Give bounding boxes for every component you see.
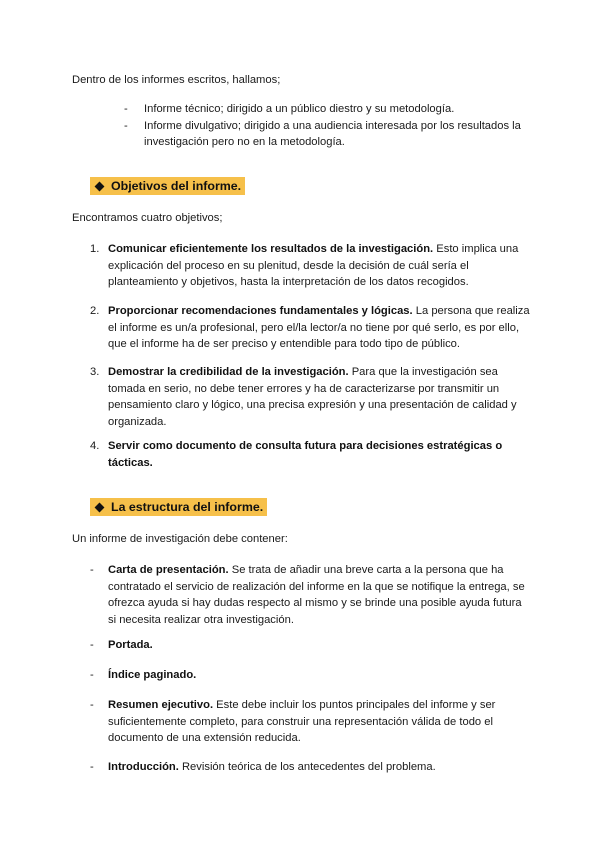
item-number: 3. (90, 366, 100, 378)
item-text: Este debe incluir los puntos principales del informe y ser suficientemente completo, para construir una representación válida de todo el documento de una extensión reducida. (108, 699, 496, 744)
item-number: 1. (90, 243, 100, 255)
section-heading-objetivos (90, 177, 245, 195)
dash-bullet: - (90, 761, 94, 773)
dash-bullet: - (90, 564, 94, 576)
dash-bullet: - (124, 103, 128, 115)
dash-bullet: - (124, 119, 128, 132)
item-number: 4. (90, 440, 100, 452)
diamond-bullet-icon (95, 503, 105, 513)
objective-item-2 (90, 303, 530, 353)
item-bold: Proporcionar recomendaciones fundamentales y lógicas. (108, 305, 413, 317)
structure-item-2 (90, 637, 530, 654)
intro-paragraph: Dentro de los informes escritos, hallamos; (72, 74, 281, 86)
diamond-bullet-icon (95, 182, 105, 192)
dash-bullet: - (90, 669, 94, 681)
highlighted-heading (90, 498, 267, 516)
list-item-text: Informe técnico; dirigido a un público diestro y su metodología. (144, 103, 455, 115)
item-text: Revisión teórica de los antecedentes del problema. (178, 761, 436, 773)
item-bold: Introducción. (108, 761, 179, 773)
objective-item-1 (90, 241, 530, 291)
item-text: La persona que realiza el informe es un/a profesional, pero el/la lector/a no tiene por qué serlo, es por ello, que el informe ha de ser preciso y entendible para todo tipo de público. (108, 305, 530, 350)
structure-item-3 (90, 667, 530, 684)
list-item (124, 118, 524, 151)
structure-item-1 (90, 562, 530, 628)
item-bold: Comunicar eficientemente los resultados de la investigación. (108, 243, 434, 255)
item-text: Se trata de añadir una breve carta a la persona que ha contratado el servicio de realización del informe en la que se notifique la entrega, se ofrezca ayuda si hay dudas respecto al mismo y se brinde una posible ayuda futura si necesita realizar otra investigación. (108, 564, 525, 626)
objectives-intro: Encontramos cuatro objetivos; (72, 212, 223, 224)
list-item-text: Informe divulgativo; dirigido a una audiencia interesada por los resultados la investigación pero no en la metodología. (144, 119, 521, 148)
objective-item-3 (90, 364, 530, 430)
structure-intro: Un informe de investigación debe contener: (72, 533, 288, 545)
section-heading-estructura (90, 498, 267, 516)
item-bold: Demostrar la credibilidad de la investigación. (108, 366, 349, 378)
highlighted-heading (90, 177, 245, 195)
dash-bullet: - (90, 699, 94, 711)
heading-text: La estructura del informe. (111, 500, 264, 514)
item-text: Esto implica una explicación del proceso en su plenitud, desde la decisión de cuál sería el planteamiento y objetivos, hasta la interpretación de los datos recogidos. (108, 243, 519, 288)
objective-item-4 (90, 438, 530, 471)
item-bold: Resumen ejecutivo. (108, 699, 214, 711)
heading-text: Objetivos del informe. (111, 179, 242, 193)
structure-item-4 (90, 697, 530, 747)
item-bold: Índice paginado. (108, 669, 197, 681)
item-text: Para que la investigación sea tomada en serio, no debe tener errores y ha de caracterizarse por transmitir un pensamiento claro y lógico, una precisa expresión y una presentación de calidad y organizada. (108, 366, 517, 428)
list-item (124, 101, 524, 118)
item-bold: Servir como documento de consulta futura para decisiones estratégicas o tácticas. (108, 440, 503, 469)
structure-item-5 (90, 759, 530, 776)
item-bold: Carta de presentación. (108, 564, 229, 576)
item-number: 2. (90, 305, 100, 317)
report-types-list (124, 101, 524, 151)
dash-bullet: - (90, 639, 94, 651)
item-bold: Portada. (108, 639, 153, 651)
